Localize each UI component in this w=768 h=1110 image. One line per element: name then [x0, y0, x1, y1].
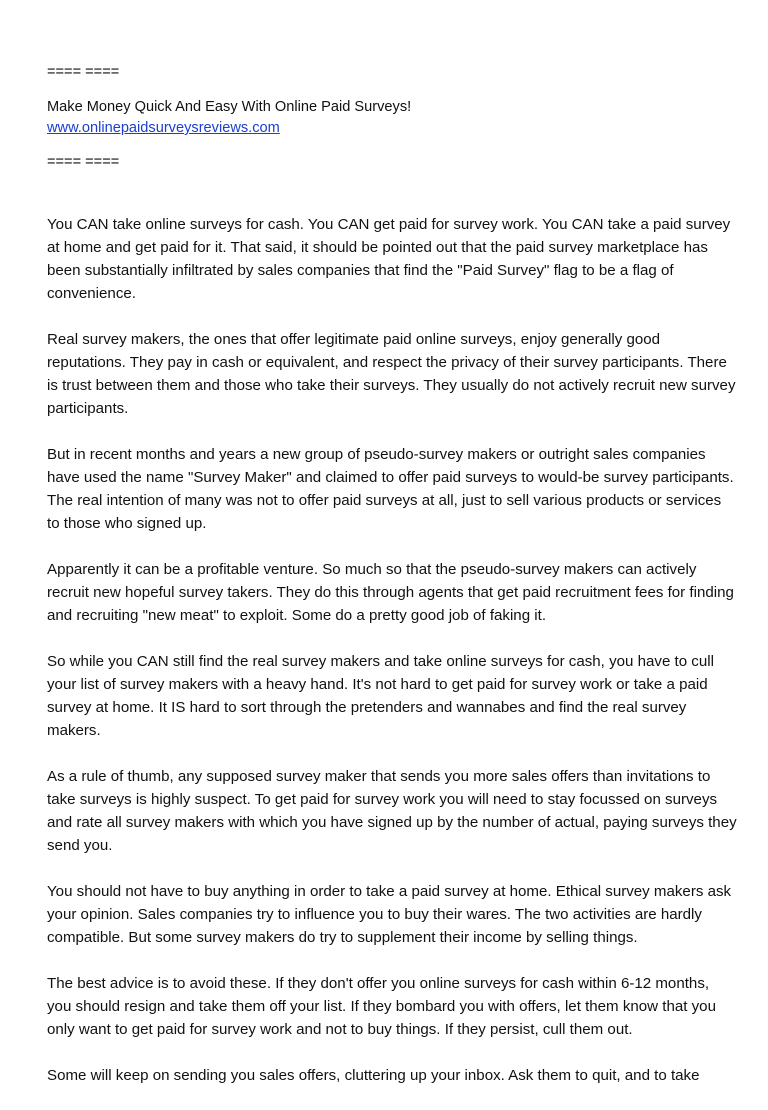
paragraph-1: You CAN take online surveys for cash. You CAN get paid for survey work. You CAN take a paid survey at home and get paid for it. That said, it should be pointed out that the paid survey marketplace has been substantially infiltrated by sales companies that find the "Paid Survey" flag to be a flag of convenience. [47, 216, 731, 302]
document-page [47, 62, 737, 1110]
paragraph-2: Real survey makers, the ones that offer legitimate paid online surveys, enjoy generally good reputations. They pay in cash or equivalent, and respect the privacy of their survey participants. There is trust between them and those who take their surveys. They usually do not actively recruit new survey participants. [47, 331, 736, 417]
paragraph-3: But in recent months and years a new group of pseudo-survey makers or outright sales companies have used the name "Survey Maker" and claimed to offer paid surveys to would-be survey participants. The real intention of many was not to offer paid surveys at all, just to sell various products or services to those who signed up. [47, 446, 734, 532]
separator-top: ==== ==== [47, 64, 120, 80]
source-url-line [47, 118, 737, 139]
article-body [47, 213, 737, 1087]
title-block [47, 97, 737, 139]
paragraph-5: So while you CAN still find the real survey makers and take online surveys for cash, you have to cull your list of survey makers with a heavy hand. It's not hard to get paid for survey work or take a paid survey at home. It IS hard to sort through the pretenders and wannabes and find the real survey makers. [47, 653, 714, 739]
paragraph-8: The best advice is to avoid these. If they don't offer you online surveys for cash within 6-12 months, you should resign and take them off your list. If they bombard you with offers, let them know that you only want to get paid for survey work and not to buy things. If they persist, cull them out. [47, 975, 716, 1038]
source-url-link[interactable]: www.onlinepaidsurveysreviews.com [47, 120, 280, 136]
separator-bottom: ==== ==== [47, 154, 120, 170]
paragraph-9: Some will keep on sending you sales offers, cluttering up your inbox. Ask them to quit, and to take [47, 1067, 700, 1084]
paragraph-4: Apparently it can be a profitable venture. So much so that the pseudo-survey makers can actively recruit new hopeful survey takers. They do this through agents that get paid recruitment fees for finding and recruiting "new meat" to exploit. Some do a pretty good job of faking it. [47, 561, 734, 624]
paragraph-6: As a rule of thumb, any supposed survey maker that sends you more sales offers than invitations to take surveys is highly suspect. To get paid for survey work you will need to stay focussed on surveys and rate all survey makers with which you have signed up by the number of actual, paying surveys they send you. [47, 768, 737, 854]
paragraph-7: You should not have to buy anything in order to take a paid survey at home. Ethical survey makers ask your opinion. Sales companies try to influence you to buy their wares. The two activities are hardly compatible. But some survey makers do try to supplement their income by selling things. [47, 883, 732, 946]
document-title: Make Money Quick And Easy With Online Paid Surveys! [47, 99, 412, 115]
